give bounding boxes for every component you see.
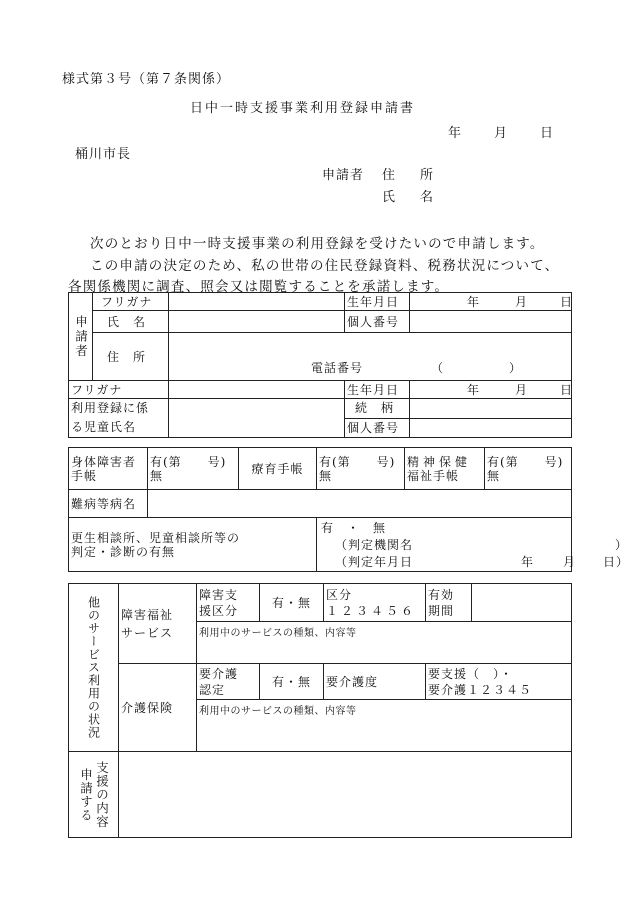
valid-line-2: 期間 bbox=[428, 603, 455, 618]
physical-line-1: 身体障害者 bbox=[71, 454, 137, 469]
consult-line-2: 判定・診断の有無 bbox=[71, 544, 176, 559]
birth-year: 年 bbox=[467, 295, 481, 309]
relationship-label: 続 柄 bbox=[345, 399, 410, 419]
ryoiku-label: 療育手帳 bbox=[239, 448, 317, 490]
judge-month: 月 bbox=[563, 555, 577, 569]
mental-handbook-label bbox=[405, 448, 485, 490]
date-day: 日 bbox=[540, 126, 555, 141]
name-field[interactable] bbox=[169, 311, 345, 333]
consult-line-1: 更生相談所、児童相談所等の bbox=[71, 530, 241, 545]
ryoiku-none: 無 bbox=[319, 468, 333, 483]
birthdate-field[interactable] bbox=[410, 293, 572, 311]
other-services-label: 他のサービス利用の状況 bbox=[86, 596, 101, 739]
physical-has: 有(第 号) bbox=[150, 454, 227, 469]
address-label-cell: 住 所 bbox=[93, 333, 169, 381]
child-birth-day: 日 bbox=[560, 383, 574, 397]
birth-day: 日 bbox=[560, 295, 574, 309]
ryoiku-has: 有(第 号) bbox=[319, 454, 396, 469]
form-title: 日中一時支援事業利用登録申請書 bbox=[190, 101, 416, 116]
mental-line-2: 福祉手帳 bbox=[407, 468, 460, 483]
valid-period-label bbox=[426, 584, 472, 622]
name-label: 氏 名 bbox=[382, 190, 440, 205]
phone-parens: （ ） bbox=[431, 361, 523, 375]
name-label-cell: 氏 名 bbox=[93, 311, 169, 333]
physical-handbook-label bbox=[69, 448, 148, 490]
disability-yes-no[interactable]: 有・無 bbox=[260, 584, 324, 622]
relationship-field[interactable] bbox=[410, 399, 572, 419]
child-birth-year: 年 bbox=[467, 383, 481, 397]
personal-number-field[interactable] bbox=[410, 311, 572, 333]
applicant-vertical-label: 申請者 bbox=[73, 314, 89, 359]
child-furigana-field[interactable] bbox=[169, 381, 345, 399]
child-personal-number-label: 個人番号 bbox=[345, 418, 410, 438]
applicant-cell bbox=[69, 293, 93, 381]
child-birth-month: 月 bbox=[515, 383, 529, 397]
birthdate-label: 生年月日 bbox=[345, 293, 410, 311]
handbook-table bbox=[68, 447, 630, 572]
consult-label bbox=[69, 518, 317, 572]
address-label: 住 所 bbox=[382, 168, 440, 183]
child-personal-number-field[interactable] bbox=[410, 418, 572, 438]
ds-line-2: 援区分 bbox=[199, 603, 239, 618]
date-year: 年 bbox=[448, 126, 463, 141]
child-label-line-1: 利用登録に係 bbox=[71, 401, 150, 415]
category-label: 区分 bbox=[326, 587, 353, 602]
category-levels: １２３４５６ bbox=[326, 603, 417, 618]
child-name-label bbox=[69, 399, 169, 438]
disease-label: 難病等病名 bbox=[69, 490, 148, 518]
mental-none: 無 bbox=[487, 468, 501, 483]
judge-org-close: ） bbox=[615, 538, 629, 552]
child-label-line-2: る児童氏名 bbox=[71, 420, 137, 434]
requested-support-field[interactable] bbox=[119, 752, 572, 838]
requested-support-cell bbox=[69, 752, 119, 838]
child-furigana-label: フリガナ bbox=[69, 381, 169, 399]
welfare-line-2: サービス bbox=[121, 625, 174, 640]
furigana-label: フリガナ bbox=[93, 293, 169, 311]
valid-line-1: 有効 bbox=[428, 587, 455, 602]
addressee: 桶川市長 bbox=[75, 147, 132, 162]
care-level-label: 要介護度 bbox=[324, 664, 426, 700]
requested-col-1: 支援の内容 bbox=[94, 760, 110, 829]
welfare-label bbox=[119, 584, 197, 664]
form-number: 様式第３号（第７条関係） bbox=[62, 72, 231, 87]
disability-support-label bbox=[197, 584, 260, 622]
care-detail-label: 利用中のサービスの種類、内容等 bbox=[199, 706, 357, 717]
paragraph-1: 次のとおり日中一時支援事業の利用登録を受けたいので申請します。 bbox=[90, 236, 545, 252]
personal-number-label: 個人番号 bbox=[345, 311, 410, 333]
requested-col-2: 申請する bbox=[78, 767, 94, 822]
judge-day: 日） bbox=[603, 555, 630, 569]
applicant-table bbox=[68, 292, 572, 438]
ds-line-1: 障害支 bbox=[199, 587, 239, 602]
birth-month: 月 bbox=[515, 295, 529, 309]
child-birthdate-label: 生年月日 bbox=[345, 381, 410, 399]
child-birthdate-field[interactable] bbox=[410, 381, 572, 399]
care-levels: 要介護１２３４５ bbox=[428, 682, 533, 697]
ryoiku-field[interactable] bbox=[317, 448, 405, 490]
physical-handbook-field[interactable] bbox=[148, 448, 239, 490]
address-field[interactable] bbox=[169, 333, 572, 381]
mental-handbook-field[interactable] bbox=[485, 448, 572, 490]
care-cert-line-1: 要介護 bbox=[199, 666, 239, 681]
date-month: 月 bbox=[494, 126, 509, 141]
judge-date-label: （判定年月日 bbox=[335, 555, 414, 569]
care-yes-no[interactable]: 有・無 bbox=[260, 664, 324, 700]
welfare-line-1: 障害福祉 bbox=[121, 607, 174, 622]
paragraph-2-line-2: 各関係機関に調査、照会又は閲覧することを承諾します。 bbox=[68, 279, 450, 295]
consult-yes-no: 有 ・ 無 bbox=[321, 521, 387, 535]
mental-line-1: 精神保健 bbox=[407, 454, 472, 469]
mental-has: 有(第 号) bbox=[487, 454, 564, 469]
phone-label: 電話番号 bbox=[311, 361, 364, 375]
physical-line-2: 手帳 bbox=[71, 468, 98, 483]
support-line: 要支援（ ）・ bbox=[428, 666, 514, 681]
category-field[interactable] bbox=[324, 584, 426, 622]
services-table bbox=[68, 583, 572, 838]
care-insurance-label: 介護保険 bbox=[119, 664, 197, 752]
other-services-cell bbox=[69, 584, 119, 752]
physical-none: 無 bbox=[150, 468, 164, 483]
care-cert-label bbox=[197, 664, 260, 700]
furigana-field[interactable] bbox=[169, 293, 345, 311]
judge-org-label: （判定機関名 bbox=[335, 538, 414, 552]
welfare-detail-label: 利用中のサービスの種類、内容等 bbox=[199, 628, 357, 639]
welfare-detail-field[interactable] bbox=[197, 622, 572, 664]
child-name-field[interactable] bbox=[169, 399, 345, 438]
disease-field[interactable] bbox=[148, 490, 572, 518]
valid-period-field[interactable] bbox=[472, 584, 572, 622]
care-level-field[interactable] bbox=[426, 664, 572, 700]
care-detail-field[interactable] bbox=[197, 700, 572, 752]
care-cert-line-2: 認定 bbox=[199, 682, 226, 697]
paragraph-2-line-1: この申請の決定のため、私の世帯の住民登録資料、税務状況について、 bbox=[90, 258, 560, 274]
applicant-label: 申請者 bbox=[322, 168, 365, 183]
judge-year: 年 bbox=[521, 555, 535, 569]
consult-field[interactable] bbox=[317, 518, 630, 572]
